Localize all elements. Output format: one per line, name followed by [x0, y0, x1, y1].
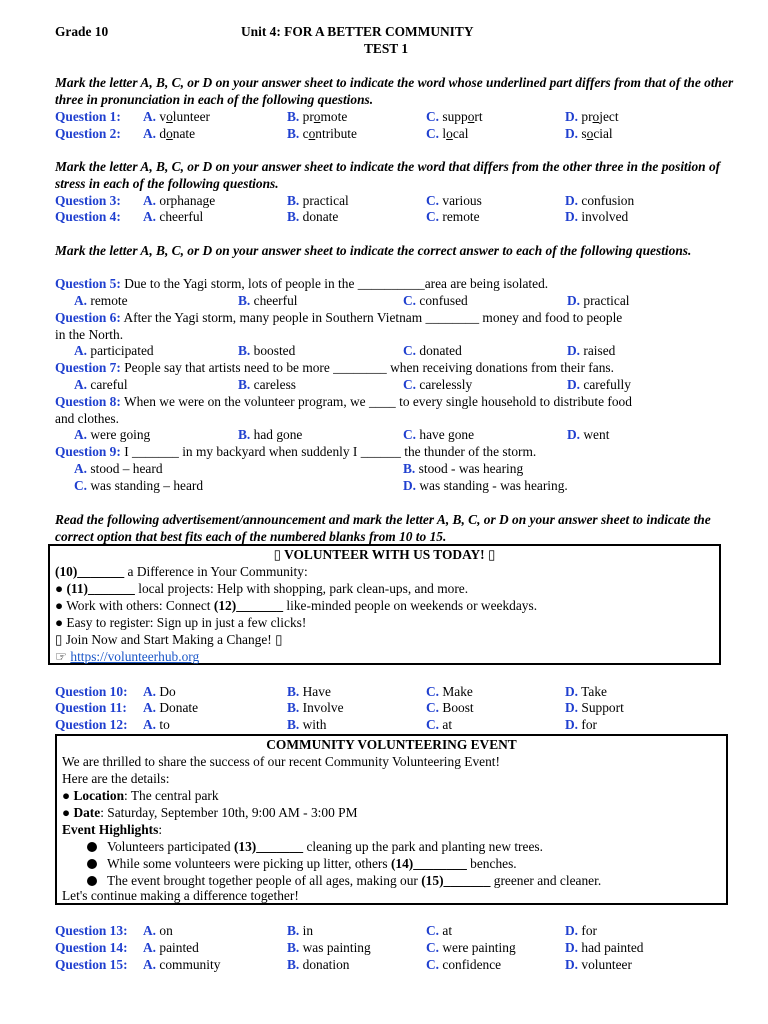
option-letter: D.	[567, 377, 581, 392]
option-letter: A.	[143, 923, 157, 938]
option-text: d	[159, 126, 167, 141]
answer-option	[403, 427, 474, 444]
option-text: participated	[90, 343, 154, 358]
option-text: Do	[159, 684, 176, 699]
option-letter: D.	[567, 427, 581, 442]
option-letter: A.	[143, 193, 157, 208]
option-letter: C.	[426, 193, 440, 208]
question-label: Question 3:	[55, 193, 121, 208]
question-9	[55, 444, 536, 461]
option-text: cheerful	[159, 209, 204, 224]
test-title: TEST 1	[364, 41, 409, 56]
answer-option	[238, 427, 302, 444]
answer-option	[426, 940, 516, 957]
answer-option	[403, 343, 462, 360]
option-text: v	[159, 109, 167, 124]
option-text: Make	[442, 684, 473, 699]
option-letter: A.	[143, 957, 157, 972]
option-text: on	[159, 923, 173, 938]
question-6	[55, 310, 622, 327]
answer-option	[426, 700, 474, 717]
question-label: Question 11:	[55, 700, 127, 715]
answer-option	[143, 700, 198, 717]
option-letter: D.	[565, 700, 579, 715]
option-letter: A.	[74, 427, 88, 442]
option-letter: B.	[238, 343, 251, 358]
blank-11: (11)_______	[66, 581, 135, 596]
option-letter: A.	[143, 109, 157, 124]
answer-option	[143, 193, 215, 210]
highlight-text: The event brought together people of all ages, making our	[107, 873, 422, 888]
option-text: with	[302, 717, 327, 732]
question-label: Question 15:	[55, 957, 128, 972]
option-letter: B.	[287, 923, 300, 938]
blank-10: (10)_______	[55, 564, 125, 579]
answer-option	[74, 377, 128, 394]
option-text: at	[442, 923, 453, 938]
option-text: painted	[159, 940, 199, 955]
option-text: stood - was hearing	[418, 461, 524, 476]
option-letter: A.	[74, 343, 88, 358]
option-letter: C.	[74, 478, 88, 493]
answer-option	[238, 377, 296, 394]
option-text: had gone	[253, 427, 303, 442]
blank-15: (15)_______	[421, 873, 491, 888]
answer-option	[426, 684, 473, 701]
answer-option	[287, 109, 347, 126]
option-text: cial	[593, 126, 613, 141]
option-letter: C.	[403, 427, 417, 442]
option-letter: A.	[143, 684, 157, 699]
answer-option	[143, 126, 195, 143]
option-letter: B.	[287, 109, 300, 124]
answer-option	[74, 293, 128, 310]
ad-line-11	[55, 581, 468, 598]
highlight-text: While some volunteers were picking up litter, others	[107, 856, 391, 871]
question-label: Question 5:	[55, 276, 121, 291]
option-text: ject	[599, 109, 619, 124]
ad-title: ▯ VOLUNTEER WITH US TODAY! ▯	[273, 547, 496, 562]
option-text: remote	[90, 293, 128, 308]
underlined-part: o	[166, 109, 173, 124]
answer-option	[565, 700, 624, 717]
question-label: Question 12:	[55, 717, 128, 732]
option-text: pr	[581, 109, 593, 124]
answer-option	[74, 343, 154, 360]
location-label: Location	[73, 788, 125, 803]
option-text: were painting	[442, 940, 516, 955]
option-letter: B.	[287, 126, 300, 141]
highlight-13	[87, 839, 543, 856]
event-title: COMMUNITY VOLUNTEERING EVENT	[266, 737, 517, 752]
highlight-text: Volunteers participated	[107, 839, 234, 854]
answer-option	[287, 193, 349, 210]
option-letter: B.	[238, 377, 251, 392]
option-letter: A.	[74, 293, 88, 308]
question-5	[55, 276, 548, 293]
answer-option	[403, 461, 523, 478]
option-text: carefully	[583, 377, 631, 392]
answer-option	[143, 209, 203, 226]
answer-option	[143, 940, 199, 957]
answer-option	[403, 377, 472, 394]
ad-line-text: local projects: Help with shopping, park clean-ups, and more.	[134, 581, 469, 596]
blank-13: (13)_______	[233, 839, 304, 854]
event-details-heading: Here are the details:	[62, 771, 170, 786]
option-text: carelessly	[419, 377, 473, 392]
option-letter: D.	[565, 193, 579, 208]
option-letter: A.	[143, 717, 157, 732]
option-text: confused	[419, 293, 468, 308]
option-text: boosted	[253, 343, 296, 358]
bullet-icon	[87, 876, 97, 886]
option-text: Involve	[302, 700, 344, 715]
grade-label: Grade 10	[55, 24, 109, 39]
question-6-line2: in the North.	[55, 327, 124, 342]
option-letter: C.	[426, 126, 440, 141]
option-text: Have	[302, 684, 331, 699]
option-text: mote	[320, 109, 348, 124]
option-text: practical	[302, 193, 349, 208]
highlight-text: cleaning up the park and planting new trees.	[303, 839, 543, 854]
option-letter: B.	[287, 717, 300, 732]
option-text: was standing – heard	[90, 478, 204, 493]
answer-option	[238, 343, 295, 360]
option-text: went	[583, 427, 610, 442]
option-letter: D.	[565, 957, 579, 972]
option-letter: D.	[565, 923, 579, 938]
answer-option	[287, 957, 350, 974]
event-date: ● Date: Saturday, September 10th, 9:00 AM - 3:00 PM	[62, 805, 358, 820]
location-value: : The central park	[124, 788, 219, 803]
answer-option	[565, 126, 613, 143]
option-text: practical	[583, 293, 630, 308]
option-letter: C.	[426, 957, 440, 972]
answer-option	[74, 427, 150, 444]
answer-option	[565, 957, 632, 974]
answer-option	[287, 940, 371, 957]
bullet-icon	[87, 842, 97, 852]
option-text: have gone	[419, 427, 475, 442]
option-letter: A.	[143, 126, 157, 141]
question-text: People say that artists need to be more ________ when receiving donations from their fans.	[120, 360, 614, 375]
underlined-part: o	[166, 126, 173, 141]
option-text: at	[442, 717, 453, 732]
ad-line-link	[55, 649, 199, 666]
answer-option	[238, 293, 298, 310]
section2-instruction: Mark the letter A, B, C, or D on your answer sheet to indicate the word that differs from the other three in the position of stress in each of the following questions.	[55, 159, 721, 191]
option-letter: B.	[403, 461, 416, 476]
option-text: supp	[442, 109, 468, 124]
ad-line-register: ● Easy to register: Sign up in just a few clicks!	[55, 615, 307, 630]
answer-option	[287, 209, 338, 226]
option-letter: C.	[426, 109, 440, 124]
ad-line-text: like-minded people on weekends or weekdays.	[283, 598, 538, 613]
option-text: Support	[581, 700, 624, 715]
answer-option	[567, 427, 609, 444]
option-letter: B.	[287, 209, 300, 224]
date-label: Date	[73, 805, 101, 820]
option-text: confusion	[581, 193, 635, 208]
option-letter: C.	[403, 377, 417, 392]
option-text: donation	[302, 957, 350, 972]
option-letter: B.	[287, 684, 300, 699]
section3-instruction: Mark the letter A, B, C, or D on your answer sheet to indicate the correct answer to each of the following questions.	[55, 243, 692, 258]
option-text: donated	[419, 343, 462, 358]
option-text: careless	[253, 377, 297, 392]
highlight-text: greener and cleaner.	[490, 873, 602, 888]
option-text: was standing - was hearing.	[419, 478, 568, 493]
highlight-text: benches.	[466, 856, 517, 871]
answer-option	[426, 209, 480, 226]
underlined-part: o	[586, 126, 594, 141]
question-label: Question 2:	[55, 126, 121, 141]
answer-option	[426, 109, 483, 126]
answer-option	[403, 293, 468, 310]
event-intro: We are thrilled to share the success of our recent Community Volunteering Event!	[62, 754, 500, 769]
answer-option	[287, 700, 344, 717]
answer-option	[143, 923, 173, 940]
date-value: : Saturday, September 10th, 9:00 AM - 3:00 PM	[100, 805, 358, 820]
answer-option	[565, 940, 644, 957]
option-letter: B.	[287, 957, 300, 972]
highlight-14	[87, 856, 517, 873]
option-text: raised	[583, 343, 616, 358]
option-letter: A.	[74, 377, 88, 392]
ad-line-join: ▯ Join Now and Start Making a Change! ▯	[55, 632, 283, 647]
option-text: in	[302, 923, 314, 938]
underlined-part: o	[313, 109, 321, 124]
answer-option	[565, 209, 628, 226]
highlights-label: Event Highlights	[62, 822, 159, 837]
option-letter: B.	[287, 700, 300, 715]
option-letter: D.	[567, 343, 581, 358]
question-label: Question 6:	[55, 310, 121, 325]
question-text: Due to the Yagi storm, lots of people in the __________area are being isolated.	[120, 276, 549, 291]
blank-12: (12)_______	[213, 598, 284, 613]
option-text: confidence	[442, 957, 502, 972]
option-letter: D.	[565, 684, 579, 699]
option-text: cal	[452, 126, 469, 141]
option-letter: B.	[287, 940, 300, 955]
pointing-hand-icon: ☞	[55, 649, 68, 664]
answer-option	[565, 717, 597, 734]
answer-option	[426, 717, 452, 734]
event-announcement-box	[55, 734, 728, 905]
option-letter: D.	[567, 293, 581, 308]
option-text: Take	[581, 684, 607, 699]
answer-option	[143, 684, 176, 701]
option-letter: D.	[403, 478, 417, 493]
option-letter: C.	[426, 684, 440, 699]
option-letter: D.	[565, 109, 579, 124]
option-text: stood – heard	[90, 461, 163, 476]
option-text: volunteer	[581, 957, 632, 972]
event-highlights-heading	[62, 822, 162, 839]
question-label: Question 13:	[55, 923, 128, 938]
question-text: I _______ in my backyard when suddenly I ______ the thunder of the storm.	[120, 444, 537, 459]
option-text: nate	[172, 126, 196, 141]
question-label: Question 1:	[55, 109, 121, 124]
option-text: to	[159, 717, 170, 732]
option-text: pr	[302, 109, 314, 124]
answer-option	[287, 126, 357, 143]
answer-option	[565, 109, 619, 126]
underlined-part: o	[308, 126, 316, 141]
option-letter: A.	[143, 940, 157, 955]
question-text: After the Yagi storm, many people in Southern Vietnam ________ money and food to people	[120, 310, 623, 325]
option-text: ntribute	[315, 126, 357, 141]
option-text: l	[442, 126, 447, 141]
answer-option	[565, 684, 607, 701]
option-letter: B.	[238, 427, 251, 442]
ad-line-text: a Difference in Your Community:	[124, 564, 308, 579]
option-text: various	[442, 193, 482, 208]
option-text: careful	[90, 377, 128, 392]
question-label: Question 7:	[55, 360, 121, 375]
option-text: rt	[474, 109, 483, 124]
option-letter: C.	[426, 209, 440, 224]
bullet-icon	[87, 859, 97, 869]
volunteerhub-link[interactable]: https://volunteerhub.org	[70, 649, 200, 664]
highlights-colon: :	[158, 822, 163, 837]
option-letter: A.	[143, 209, 157, 224]
unit-title: Unit 4: FOR A BETTER COMMUNITY	[241, 24, 474, 39]
underlined-part: o	[592, 109, 600, 124]
option-text: donate	[302, 209, 339, 224]
question-label: Question 9:	[55, 444, 121, 459]
question-label: Question 14:	[55, 940, 128, 955]
question-label: Question 8:	[55, 394, 121, 409]
answer-option	[287, 923, 313, 940]
option-letter: C.	[426, 700, 440, 715]
section4-instruction: Read the following advertisement/announcement and mark the letter A, B, C, or D on your answer sheet to indicate the correct option that best fits each of the numbered blanks from 10 to 15.	[55, 512, 711, 544]
option-letter: D.	[565, 209, 579, 224]
question-7	[55, 360, 614, 377]
question-8	[55, 394, 632, 411]
option-text: community	[159, 957, 221, 972]
answer-option	[143, 717, 170, 734]
option-letter: C.	[403, 293, 417, 308]
option-text: involved	[581, 209, 629, 224]
section1-instruction: Mark the letter A, B, C, or D on your answer sheet to indicate the word whose underlined part differs from that of the other three in pronunciation in each of the following questions.	[55, 75, 734, 107]
ad-line-12	[55, 598, 537, 615]
option-letter: C.	[403, 343, 417, 358]
option-letter: C.	[426, 923, 440, 938]
option-letter: B.	[238, 293, 251, 308]
ad-line-10	[55, 564, 308, 581]
answer-option	[403, 478, 568, 495]
option-letter: A.	[74, 461, 88, 476]
answer-option	[567, 293, 629, 310]
answer-option	[74, 478, 203, 495]
option-text: for	[581, 923, 598, 938]
option-letter: D.	[565, 126, 579, 141]
option-letter: D.	[565, 717, 579, 732]
answer-option	[143, 957, 220, 974]
event-closing: Let's continue making a difference together!	[62, 888, 299, 903]
answer-option	[287, 717, 326, 734]
answer-option	[74, 461, 163, 478]
advertisement-box	[48, 544, 721, 665]
option-letter: A.	[143, 700, 157, 715]
question-label: Question 4:	[55, 209, 121, 224]
answer-option	[565, 923, 597, 940]
answer-option	[567, 377, 631, 394]
option-letter: C.	[426, 717, 440, 732]
option-letter: D.	[565, 940, 579, 955]
question-label: Question 10:	[55, 684, 128, 699]
option-text: were going	[90, 427, 151, 442]
answer-option	[426, 193, 482, 210]
answer-option	[426, 957, 501, 974]
answer-option	[426, 126, 468, 143]
answer-option	[143, 109, 210, 126]
option-text: had painted	[581, 940, 644, 955]
option-text: cheerful	[253, 293, 298, 308]
answer-option	[426, 923, 452, 940]
ad-line-text: ● Work with others: Connect	[55, 598, 214, 613]
option-text: Donate	[159, 700, 199, 715]
answer-option	[567, 343, 615, 360]
option-text: c	[302, 126, 309, 141]
answer-option	[287, 684, 331, 701]
option-text: for	[581, 717, 598, 732]
question-8-line2: and clothes.	[55, 411, 119, 426]
option-text: was painting	[302, 940, 371, 955]
option-text: lunteer	[172, 109, 210, 124]
option-letter: B.	[287, 193, 300, 208]
underlined-part: o	[467, 109, 475, 124]
underlined-part: o	[446, 126, 453, 141]
question-text: When we were on the volunteer program, we ____ to every single household to distribute food	[120, 394, 632, 409]
blank-14: (14)________	[390, 856, 467, 871]
option-letter: C.	[426, 940, 440, 955]
option-text: Boost	[442, 700, 474, 715]
option-text: orphanage	[159, 193, 216, 208]
option-text: remote	[442, 209, 480, 224]
answer-option	[565, 193, 634, 210]
event-location: ● Location: The central park	[62, 788, 219, 803]
bullet-icon: ●	[55, 581, 67, 596]
option-text: s	[581, 126, 587, 141]
